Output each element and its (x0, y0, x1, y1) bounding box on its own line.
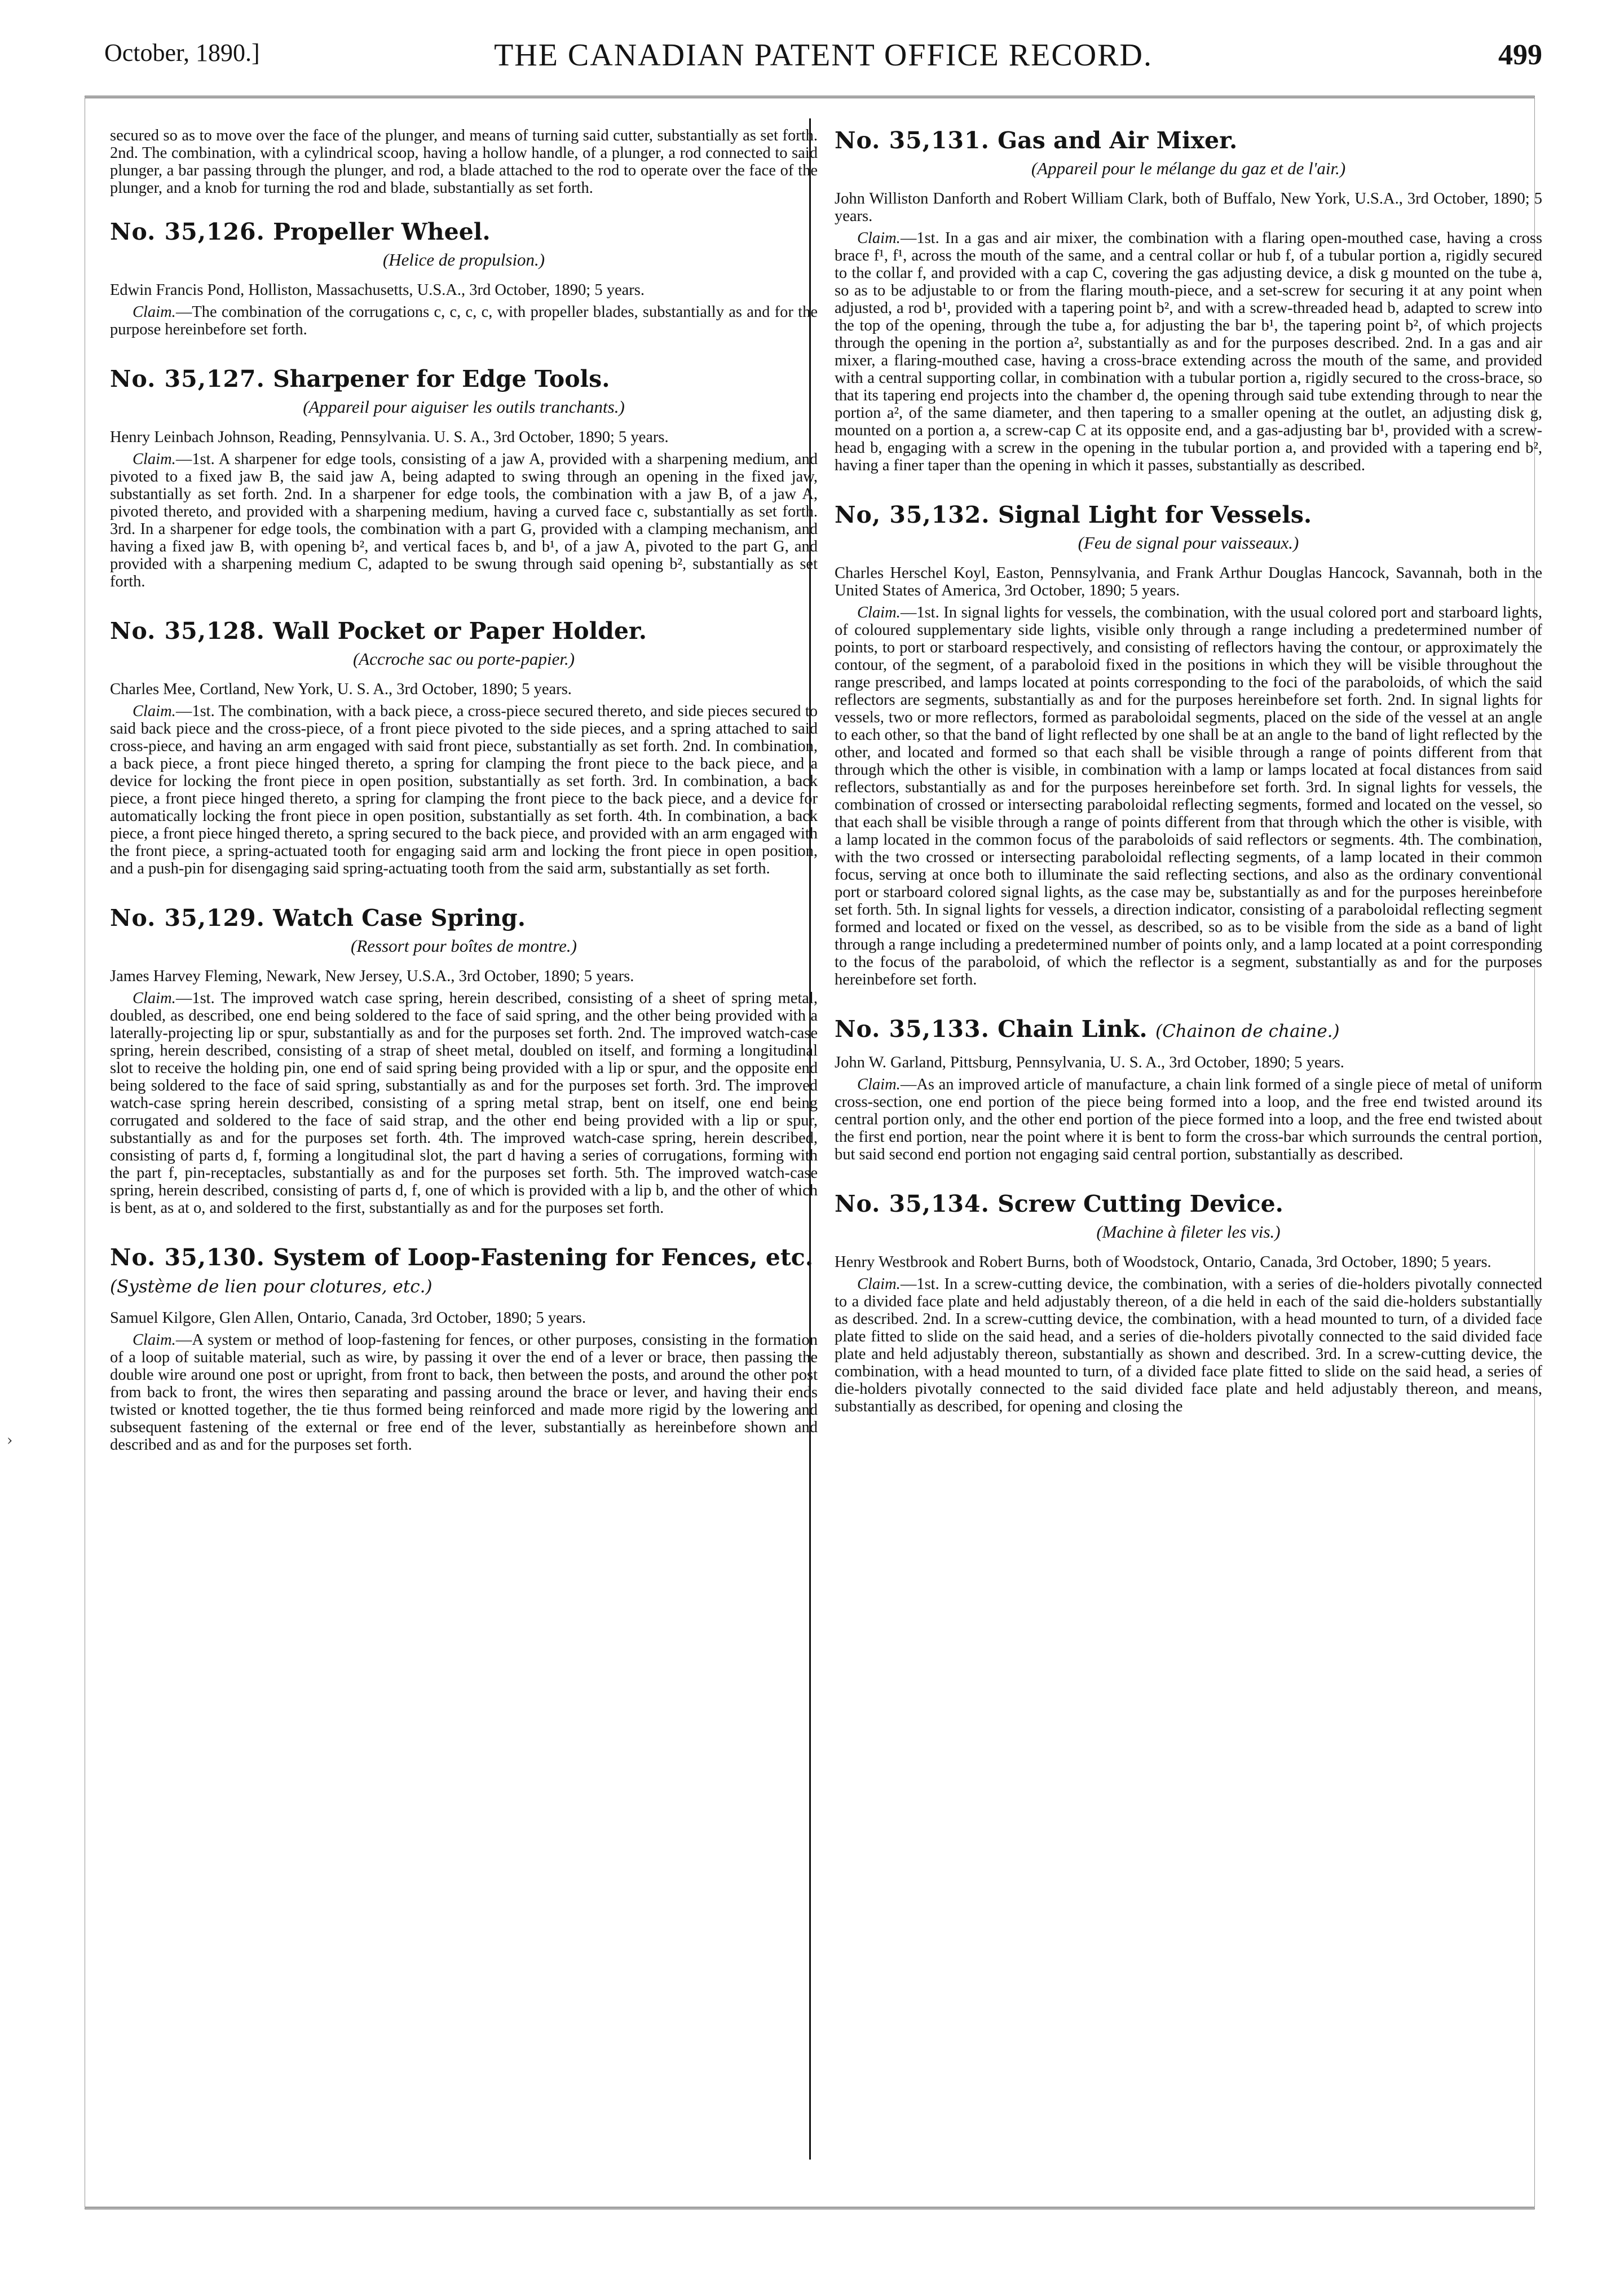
french-title: (Ressort pour boîtes de montre.) (351, 936, 577, 956)
claim-label: Claim. (133, 703, 176, 720)
patentee: Samuel Kilgore, Glen Allen, Ontario, Canada, 3rd October, 1890; 5 years. (110, 1309, 586, 1327)
claim-label: Claim. (133, 303, 176, 321)
french-title: (Machine à fileter les vis.) (1096, 1222, 1281, 1242)
french-title: (Feu de signal pour vaisseaux.) (1078, 533, 1299, 553)
patent-entry-35128 (110, 617, 818, 877)
claim-body: —As an improved article of manufacture, a chain link formed of a single piece of metal of uniform cross-section, one end portion of the piece being formed into a loop, and the free end twisted around its central portion only, and the other end portion of the piece formed into a loop, and the free end twisted about the first end portion, near the point where it is bent to form the cross-bar which surrounds the central portion, but said second end portion not engaging said central portion, substantially as described. (835, 1076, 1542, 1163)
patent-title: Wall Pocket or Paper Holder. (273, 617, 647, 644)
right-column (835, 127, 1542, 1442)
entry-heading (835, 1190, 1542, 1217)
patent-number: No. 35,127. (110, 365, 265, 392)
claim-body: —The combination of the corrugations c, c, c, c, with propeller blades, substantially as and for the purpose hereinbefore set forth. (110, 303, 818, 338)
claim-text (110, 703, 818, 877)
entry-heading (110, 904, 818, 931)
patent-number: No. 35,130. (110, 1244, 265, 1271)
entry-heading (835, 127, 1542, 154)
patent-number: No. 35,126. (110, 218, 265, 245)
patentee: John Williston Danforth and Robert William Clark, both of Buffalo, New York, U.S.A., 3rd October, 1890; 5 years. (835, 190, 1542, 225)
patentee: Henry Westbrook and Robert Burns, both of Woodstock, Ontario, Canada, 3rd October, 1890; 5 years. (835, 1253, 1491, 1271)
claim-text (835, 604, 1542, 988)
patent-entry-35129 (110, 904, 818, 1217)
patent-number: No. 35,131. (835, 127, 990, 154)
claim-body: —A system or method of loop-fastening for fences, or other purposes, consisting in the formation of a loop of suitable material, such as wire, by passing it over the end of a lever or brace, then passing the double wire around one post or upright, from front to back, then between the posts, and around the other post from back to front, the wires then separating and passing around the brace or lever, and having their ends twisted or knotted together, the tie thus formed being reinforced and made more rigid by the lowering and subsequent fastening of the external or free end of the lever, substantially as hereinbefore shown and described and as and for the purposes set forth. (110, 1331, 818, 1454)
patent-entry-35127 (110, 365, 818, 590)
patent-entry-35130 (110, 1244, 818, 1454)
patentee: Charles Mee, Cortland, New York, U. S. A., 3rd October, 1890; 5 years. (110, 681, 572, 698)
patent-entry-35134 (835, 1190, 1542, 1415)
claim-body: —1st. The combination, with a back piece, a cross-piece secured thereto, and side pieces secured to said back piece and the cross-piece, of a front piece pivoted to the side pieces, and a spring attached to said cross-piece, and having an arm engaged with said front piece, substantially as set forth. 2nd. In combination, a back piece, a front piece hinged thereto, a spring for clamping the front piece to the back piece, and a device for locking the front piece in open position, substantially as set forth. 3rd. In combination, a back piece, a front piece hinged thereto, a spring for clamping the front piece to the back piece, and a device for automatically locking the front piece in open position, substantially as set forth. 4th. In combination, a back piece, a front piece hinged thereto, a spring secured to the back piece, and provided with an arm engaged with the front piece, a spring-actuated tooth for engaging said arm and locking the front piece in open position, and a push-pin for disengaging said spring-actuating tooth from the said arm, substantially as set forth. (110, 703, 818, 877)
french-title: (Chainon de chaine.) (1155, 1021, 1340, 1041)
french-title: (Helice de propulsion.) (382, 250, 545, 270)
patent-title: Screw Cutting Device. (998, 1190, 1283, 1217)
entry-heading (110, 617, 818, 644)
french-title: (Système de lien pour clotures, etc.) (110, 1277, 433, 1297)
french-title: (Appareil pour le mélange du gaz et de l'air.) (1031, 158, 1346, 178)
entry-heading (835, 501, 1542, 528)
issue-date: October, 1890.] (104, 39, 260, 67)
claim-label: Claim. (133, 451, 176, 468)
claim-body: —1st. In a gas and air mixer, the combination with a flaring open-mouthed case, having a cross brace f¹, f¹, across the mouth of the same, and a central collar or hub f, of a tubular portion a, rigidly secured to the collar f, and provided with a cap C, covering the gas adjusting device, a disk g mounted on the tube a, so as to be adjustable to or from the flaring mouth-piece, and a set-screw for securing it at any point when adjusted, a rod b¹, provided with a tapering point b², and with a screw-threaded head b, adapted to screw into the top of the opening, through the tube a, for adjusting the bar b¹, the tapering point b², of which projects through the opening in the portion a², substantially as and for the purposes described. 2nd. In a gas and air mixer, a flaring-mouthed case, having a cross-brace extending across the mouth of the same, and provided with a central supporting collar, in combination with a tubular portion a, rigidly secured to the cross-brace, so that its tapering end projects into the chamber d, the opening through said tube extending through to near the portion a², of the same diameter, and then tapering to a smaller opening at the outlet, an adjusting disk g, mounted on a portion a, a screw-cap C at its opposite end, and a gas-adjusting bar b¹, provided with a screw-head b, engaging with a screw in the opening in the tubular portion a, and provided with a tapering end b², having a finer taper than the opening in which it passes, substantially as described. (835, 229, 1542, 474)
claim-text (110, 451, 818, 590)
publication-title: THE CANADIAN PATENT OFFICE RECORD. (494, 38, 1153, 73)
claim-label: Claim. (857, 1076, 901, 1093)
claim-body: —1st. In a screw-cutting device, the combination, with a series of die-holders pivotally connected to a divided face plate and held adjustably thereon, of a die held in each of the said die-holders substantially as described. 2nd. In a screw-cutting device, the combination, with a head mounted to turn, of a divided face plate fitted to slide on the said head, and a series of die-holders pivotally connected to the said divided face plate and held adjustably thereon, substantially as shown and described. 3rd. In a screw-cutting device, the combination, with a head mounted to turn, of a divided face plate fitted to slide on the said head, a series of die-holders pivotally connected to the said divided face plate and held adjustably thereon, and means, substantially as described, for opening and closing the (835, 1275, 1542, 1415)
patent-title: Watch Case Spring. (273, 904, 526, 931)
entry-heading (110, 365, 818, 392)
patent-title: Signal Light for Vessels. (998, 501, 1312, 528)
patent-title: System of Loop-Fastening for Fences, etc. (273, 1244, 814, 1271)
claim-text (835, 1076, 1542, 1163)
claim-label: Claim. (133, 990, 176, 1007)
claim-text (835, 1275, 1542, 1415)
patent-title: Chain Link. (998, 1015, 1148, 1043)
patent-number: No, 35,132. (835, 501, 990, 528)
patentee: Charles Herschel Koyl, Easton, Pennsylvania, and Frank Arthur Douglas Hancock, Savannah, both in the United States of America, 3rd October, 1890; 5 years. (835, 564, 1542, 599)
patent-entry-35133 (835, 1015, 1542, 1163)
claim-text (835, 229, 1542, 474)
claim-body: —1st. The improved watch case spring, herein described, consisting of a sheet of spring metal, doubled, as described, one end being soldered to the face of said spring, and the other being provided with a laterally-projecting lip or spur, substantially as and for the purposes set forth. 2nd. The improved watch-case spring, herein described, consisting of a strap of sheet metal, doubled on itself, and forming a longitudinal slot to receive the holding pin, one end of said spring being provided with a lip or spur, and the opposite end being soldered to the face of said spring, substantially as and for the purposes set forth. 3rd. The improved watch-case spring herein described, consisting of a spring metal strap, bent on itself, one end being corrugated and soldered to the face of said strap, and the other end being provided with a lip or spur, substantially as and for the purposes set forth. 4th. The improved watch-case spring, herein described, consisting of parts d, f, forming a longitudinal slot, the part d having a series of corrugations, forming with the part f, pin-receptacles, substantially as and for the purposes set forth. 5th. The improved watch-case spring, herein described, consisting of parts d, f, one of which is provided with a lip b, and the other of which is bent, as at o, and soldered to the first, substantially as and for the purposes set forth. (110, 990, 818, 1217)
claim-label: Claim. (857, 1275, 901, 1293)
patentee: James Harvey Fleming, Newark, New Jersey, U.S.A., 3rd October, 1890; 5 years. (110, 968, 634, 985)
continued-claim-text: secured so as to move over the face of the plunger, and means of turning said cutter, substantially as set forth. 2nd. The combination, with a cylindrical scoop, having a hollow handle, of a plunger, a rod connected to said plunger, a bar passing through the plunger, and rod, a blade attached to the rod to operate over the face of the plunger, and a knob for turning the rod and blade, substantially as set forth. (110, 127, 818, 197)
patent-entry-35131 (835, 127, 1542, 474)
patent-entry-35132 (835, 501, 1542, 988)
patent-title: Sharpener for Edge Tools. (273, 365, 610, 392)
page-header (104, 33, 1542, 83)
patent-title: Propeller Wheel. (273, 218, 491, 245)
patent-number: No. 35,134. (835, 1190, 990, 1217)
entry-heading (110, 1244, 818, 1298)
french-title: (Accroche sac ou porte-papier.) (352, 649, 575, 669)
claim-body: —1st. A sharpener for edge tools, consisting of a jaw A, provided with a sharpening medium, and pivoted to a fixed jaw B, the said jaw A, being adapted to swing through an opening in the fixed jaw, substantially as set forth. 2nd. In a sharpener for edge tools, the combination with a jaw B, of a jaw A, pivoted thereto, and provided with a sharpening medium, having a curved face c, substantially as set forth. 3rd. In a sharpener for edge tools, the combination with a part G, provided with a clamping mechanism, and having a fixed jaw B, with opening b², and vertical faces b, and b¹, of a jaw A, pivoted to the part G, and provided with a sharpening medium C, adapted to be swung through said opening b², substantially as set forth. (110, 451, 818, 590)
patent-number: No. 35,133. (835, 1015, 990, 1043)
patent-number: No. 35,129. (110, 904, 265, 931)
patentee: Edwin Francis Pond, Holliston, Massachusetts, U.S.A., 3rd October, 1890; 5 years. (110, 281, 645, 299)
claim-body: —1st. In signal lights for vessels, the combination, with the usual colored port and starboard lights, of coloured supplementary side lights, visible only through a range including a predetermined number of points, to port or starboard respectively, and consisting of reflectors having the contour, or approximately the contour, of the segment, of a paraboloid fixed in the positions in which they will be visible throughout the range prescribed, and lamps located at points corresponding to the foci of the paraboloids, of which the said reflectors are segments, substantially as and for the purposes hereinbefore set forth. 2nd. In signal lights for vessels, two or more reflectors, formed as paraboloidal segments, placed on the side of the vessel at an angle to each other, so that the band of light reflected by one shall be at an angle to the band of light reflected by the other, and located and formed so that each shall be visible through a range of points different from that through which the other is visible, in combination with a lamp or lamps located at focal distances from said reflectors, substantially as and for the purposes hereinbefore set forth. 3rd. In signal lights for vessels, the combination of crossed or intersecting paraboloidal reflecting segments, formed and located on the vessel, so that each shall be visible through a range of points different from that through which the other is visible, with a lamp located in the common focus of the paraboloids of said reflectors or segments. 4th. The combination, with the two crossed or intersecting paraboloidal reflecting segments, of a lamp located in their common focus, serving at once both to illuminate the said reflecting sections, and also as the ordinary conventional port or starboard colored signal lights, as the case may be, substantially as and for the purposes hereinbefore set forth. 5th. In signal lights for vessels, a direction indicator, consisting of a paraboloidal reflecting segment formed and located or fixed on the vessel, as described, so as to be visible from the side as a band of light through a range including a predetermined number of points only, and a lamp located at a point corresponding to the focus of the paraboloid, of which the reflector is a segment, substantially as and for the purposes hereinbefore set forth. (835, 604, 1542, 988)
patent-entry-35126 (110, 218, 818, 338)
claim-label: Claim. (857, 604, 901, 621)
french-title: (Appareil pour aiguiser les outils tranchants.) (303, 397, 625, 417)
entry-heading (110, 218, 818, 245)
patentee: Henry Leinbach Johnson, Reading, Pennsylvania. U. S. A., 3rd October, 1890; 5 years. (110, 429, 669, 446)
claim-label: Claim. (857, 229, 901, 247)
patent-number: No. 35,128. (110, 617, 265, 644)
claim-text (110, 1331, 818, 1454)
page-number: 499 (1498, 39, 1542, 71)
left-column (110, 127, 818, 1481)
entry-heading (835, 1015, 1542, 1043)
claim-label: Claim. (133, 1331, 176, 1349)
margin-mark: › (7, 1432, 13, 1449)
claim-text (110, 303, 818, 338)
patentee: John W. Garland, Pittsburg, Pennsylvania, U. S. A., 3rd October, 1890; 5 years. (835, 1054, 1344, 1071)
patent-title: Gas and Air Mixer. (998, 127, 1238, 154)
claim-text (110, 990, 818, 1217)
